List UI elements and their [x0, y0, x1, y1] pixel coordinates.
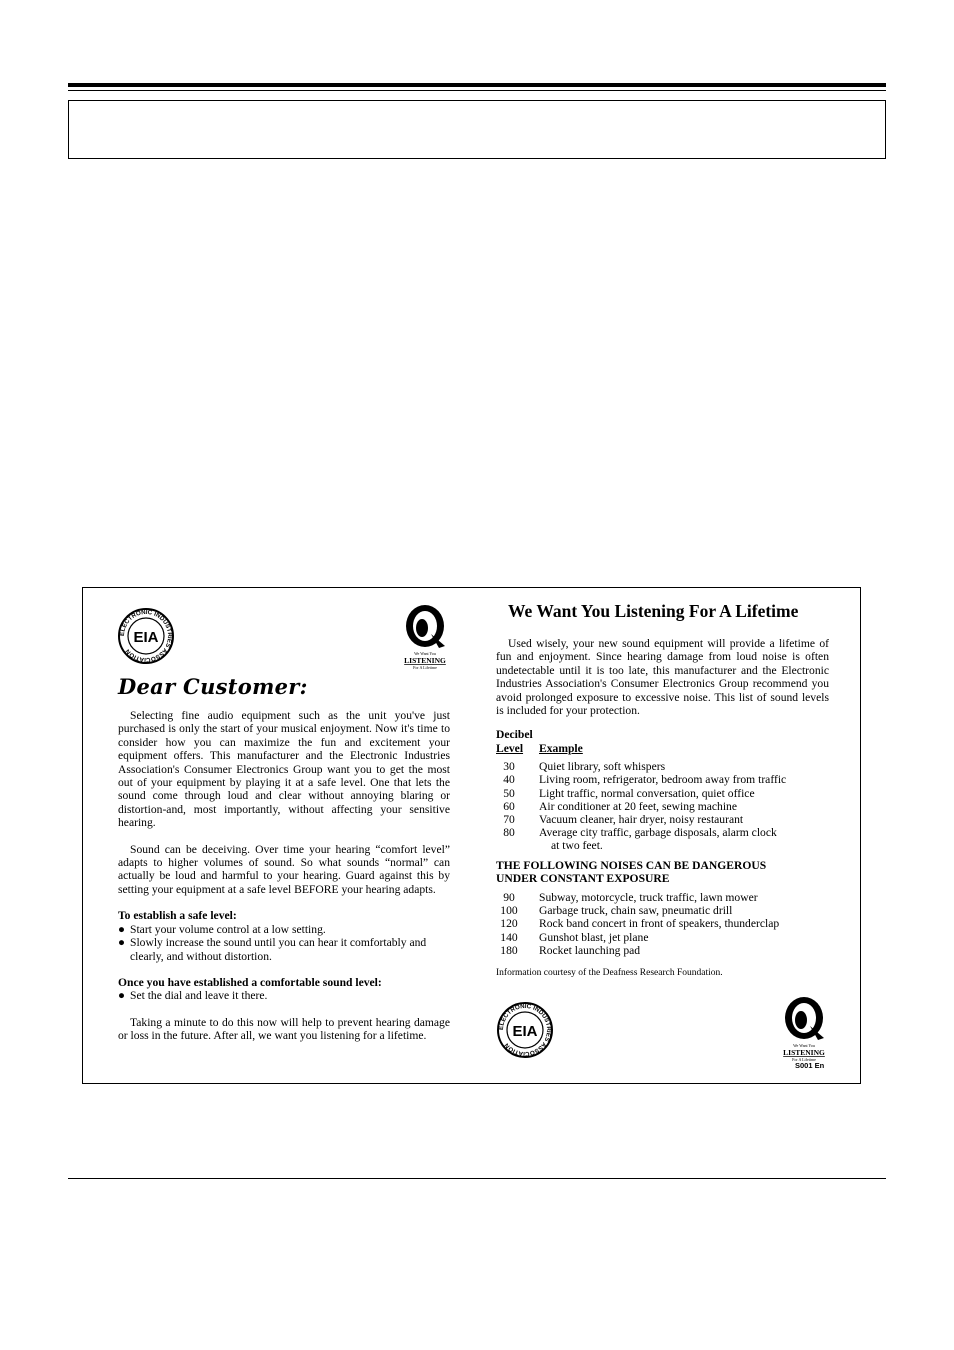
table-row: 90 Subway, motorcycle, truck traffic, lawn mower	[503, 891, 758, 905]
svg-text:For A Lifetime: For A Lifetime	[413, 665, 437, 670]
table-row-continuation: at two feet.	[551, 839, 603, 853]
column-header-level: Level	[496, 742, 524, 756]
safe-level-heading: To establish a safe level:	[118, 909, 237, 923]
svg-text:LISTENING: LISTENING	[404, 656, 446, 665]
comfort-level-heading: Once you have established a comfortable sound level:	[118, 975, 382, 989]
svg-text:We Want You: We Want You	[793, 1043, 815, 1048]
table-row: 100 Garbage truck, chain saw, pneumatic drill	[500, 904, 733, 918]
table-row: 140 Gunshot blast, jet plane	[500, 930, 649, 944]
table-row: 70 Vacuum cleaner, hair dryer, noisy restaurant	[503, 813, 744, 827]
listening-logo	[401, 604, 449, 679]
table-row: 120 Rock band concert in front of speakers, thunderclap	[500, 917, 780, 931]
column-header-example: Example	[539, 742, 583, 756]
letter-column	[118, 709, 450, 1043]
bullet-item: ● Slowly increase the sound until you can hear it comfortably and clearly, and without distortion.	[118, 936, 427, 963]
header-rule-thick	[68, 83, 886, 87]
eia-logo	[117, 607, 175, 670]
table-row: 40 Living room, refrigerator, bedroom away from traffic	[503, 773, 787, 787]
header-rule-thin	[68, 90, 886, 91]
bullet-item: ● Set the dial and leave it there.	[118, 989, 268, 1003]
table-row: 80 Average city traffic, garbage disposals, alarm clock	[503, 826, 777, 840]
table-row: 50 Light traffic, normal conversation, quiet office	[503, 786, 755, 800]
svg-text:ELECTRONIC INDUSTRIES ASSOCIAT: ELECTRONIC INDUSTRIES ASSOCIATION	[497, 1002, 553, 1058]
bullet-icon: ●	[118, 989, 126, 1003]
salutation: Dear Customer:	[118, 674, 308, 699]
info-intro: Used wisely, your new sound equipment will provide a lifetime of fun and enjoyment. Since hearing damage from loud noise is often undetectable until it is too late, this manufacturer and the Electronic Industries Association's Consumer Electronics Group recommend you avoid prolonged exposure to excessive noise. This list of sound levels is included for your protection.	[496, 637, 829, 718]
listening-logo-bottom	[780, 996, 828, 1071]
svg-text:ELECTRONIC INDUSTRIES ASSOCIAT: ELECTRONIC INDUSTRIES ASSOCIATION	[118, 608, 174, 664]
letter-paragraph: Taking a minute to do this now will help to prevent hearing damage or loss in the future. After all, we want you listening for a lifetime.	[118, 1015, 450, 1043]
letter-paragraph: Sound can be deceiving. Over time your hearing “comfort level” adapts to higher volumes of sound. So what sounds “normal” can actually be loud and harmful to your hearing. Guard against this by setting your equipment at a safe level BEFORE your hearing adapts.	[118, 842, 450, 896]
svg-text:EIA: EIA	[512, 1023, 538, 1040]
hearing-notice-card	[82, 587, 861, 1084]
svg-text:LISTENING: LISTENING	[783, 1048, 825, 1057]
svg-text:EIA: EIA	[133, 629, 159, 646]
credit-line: Information courtesy of the Deafness Research Foundation.	[496, 968, 723, 979]
letter-paragraph: Selecting fine audio equipment such as the unit you've just purchased is only the start of your musical enjoyment. Now it's time to consider how you can maximize the fun and excitement your equipment offers. This manufacturer and the Electronic Industries Association's Consumer Electronics Group want you to get the most out of your equipment by playing it at a safe level. One that lets the sound come through loud and clear without annoying blaring or distortion-and, most importantly, without affecting your sensitive hearing.	[118, 709, 450, 830]
footer-rule	[68, 1178, 886, 1179]
table-row: 180 Rocket launching pad	[500, 943, 641, 957]
bullet-item: ● Start your volume control at a low setting.	[118, 922, 326, 936]
table-row: 60 Air conditioner at 20 feet, sewing machine	[503, 799, 737, 813]
header-box	[68, 100, 886, 159]
svg-text:For A Lifetime: For A Lifetime	[792, 1057, 816, 1062]
document-code: S001 En	[795, 1061, 825, 1070]
table-header	[496, 742, 829, 755]
info-title: We Want You Listening For A Lifetime	[508, 601, 799, 621]
svg-text:We Want You: We Want You	[414, 651, 436, 656]
bullet-icon: ●	[118, 936, 126, 950]
danger-heading: THE FOLLOWING NOISES CAN BE DANGEROUS UNDER CONSTANT EXPOSURE	[496, 858, 767, 885]
info-column	[496, 600, 829, 980]
eia-logo-bottom	[496, 1001, 554, 1064]
bullet-icon: ●	[118, 922, 126, 936]
decibel-heading: Decibel	[496, 728, 533, 742]
table-row: 30 Quiet library, soft whispers	[503, 760, 666, 774]
